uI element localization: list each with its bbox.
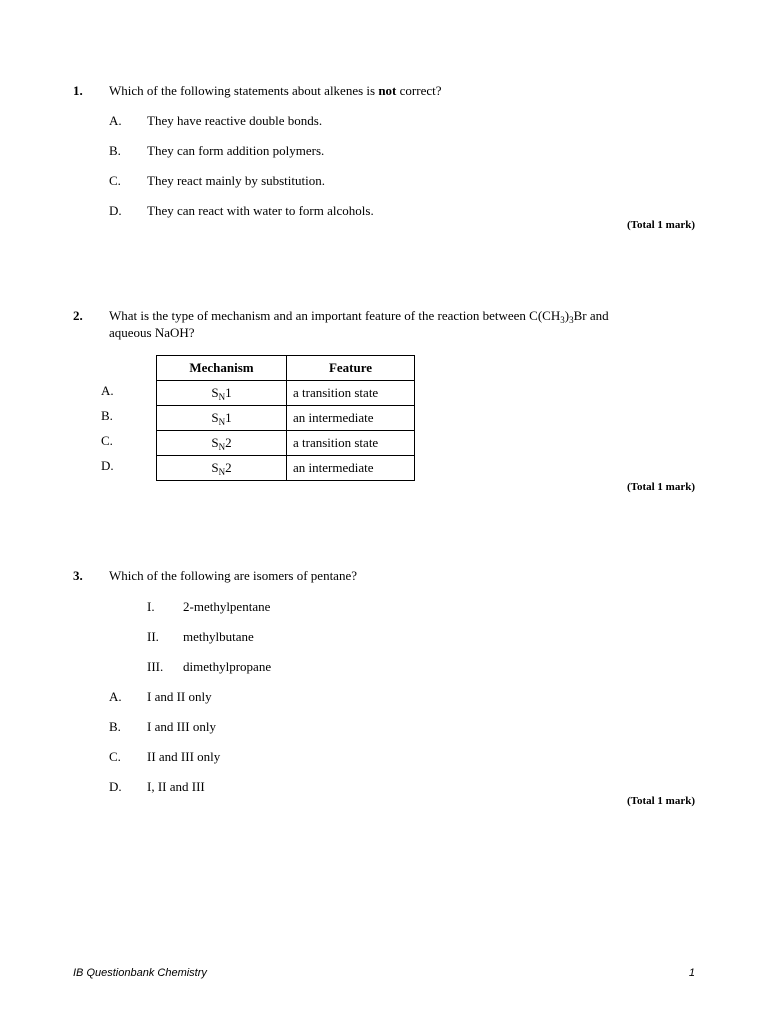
q3-option-b-letter: B. [109, 719, 121, 734]
feature-cell: an intermediate [287, 406, 415, 431]
q2-line1-sub1: 3 [560, 315, 565, 325]
q3-option-d-text: I, II and III [147, 779, 205, 794]
q1-question [109, 83, 442, 99]
mech-s: S [211, 409, 219, 425]
q3-item-1-numeral: I. [147, 599, 155, 614]
mechanism-cell [157, 431, 287, 456]
q3-option-c-letter: C. [109, 749, 121, 764]
mechanism-cell [157, 456, 287, 481]
feature-cell: a transition state [287, 431, 415, 456]
q3-option-a-letter: A. [109, 689, 122, 704]
q1-option-c-text: They react mainly by substitution. [147, 173, 325, 188]
q1-option-a-text: They have reactive double bonds. [147, 113, 323, 128]
mechanism-cell [157, 381, 287, 406]
q3-option-c-text: II and III only [147, 749, 221, 764]
q1-text-before: Which of the following statements about alkenes is [109, 83, 379, 98]
q1-option-c-letter: C. [109, 173, 121, 188]
mech-order: 1 [225, 409, 232, 425]
q1-number: 1. [73, 83, 83, 98]
q2-total-mark: (Total 1 mark) [626, 481, 695, 493]
mech-order: 1 [225, 384, 232, 400]
mech-order: 2 [225, 459, 232, 475]
q3-option-a-text: I and II only [147, 689, 212, 704]
q2-question-line1 [109, 308, 609, 325]
q2-row-a-letter: A. [101, 383, 114, 398]
q2-row-d-letter: D. [101, 458, 114, 473]
table-header-row [157, 356, 415, 381]
table-row [157, 381, 415, 406]
q2-row-b-letter: B. [101, 408, 113, 423]
q1-text-after: correct? [396, 83, 442, 98]
mech-order: 2 [225, 434, 232, 450]
q2-row-c-letter: C. [101, 433, 113, 448]
q2-line1-post: Br and [573, 308, 609, 323]
q2-line1-mid: ) [564, 308, 570, 323]
q1-option-b-text: They can form addition polymers. [147, 143, 325, 158]
q1-option-d-letter: D. [109, 203, 122, 218]
mech-s: S [211, 384, 219, 400]
q2-mechanism-table [156, 355, 415, 481]
q3-option-d-letter: D. [109, 779, 122, 794]
feature-cell: a transition state [287, 381, 415, 406]
mech-s: S [211, 434, 219, 450]
header-feature: Feature [287, 356, 415, 381]
feature-cell: an intermediate [287, 456, 415, 481]
mech-sub: N [218, 416, 226, 427]
q3-total-mark: (Total 1 mark) [626, 795, 695, 807]
q3-item-2-numeral: II. [147, 629, 159, 644]
q2-number: 2. [73, 308, 83, 323]
table-row [157, 431, 415, 456]
q3-item-2-text: methylbutane [183, 629, 254, 644]
q1-text-bold: not [378, 83, 397, 98]
q3-item-3-numeral: III. [147, 659, 164, 674]
q2-line1-pre: What is the type of mechanism and an important feature of the reaction between C(CH [109, 308, 561, 323]
table-row [157, 456, 415, 481]
q1-option-b-letter: B. [109, 143, 121, 158]
q1-total-mark: (Total 1 mark) [626, 219, 695, 231]
q1-option-a-letter: A. [109, 113, 122, 128]
q1-option-d-text: They can react with water to form alcohols. [147, 203, 374, 218]
q2-line1-sub2: 3 [569, 315, 574, 325]
q3-item-3-text: dimethylpropane [183, 659, 272, 674]
q3-number: 3. [73, 568, 83, 583]
mechanism-cell [157, 406, 287, 431]
q3-option-b-text: I and III only [147, 719, 216, 734]
q3-question: Which of the following are isomers of pentane? [109, 568, 357, 583]
q3-item-1-text: 2-methylpentane [183, 599, 271, 614]
mech-s: S [211, 459, 219, 475]
page-number: 1 [688, 967, 695, 979]
mech-sub: N [218, 466, 226, 477]
mech-sub: N [218, 441, 226, 452]
table-row [157, 406, 415, 431]
q2-question-line2: aqueous NaOH? [109, 325, 195, 340]
footer-title: IB Questionbank Chemistry [73, 967, 207, 979]
header-mechanism: Mechanism [157, 356, 287, 381]
mech-sub: N [218, 391, 226, 402]
